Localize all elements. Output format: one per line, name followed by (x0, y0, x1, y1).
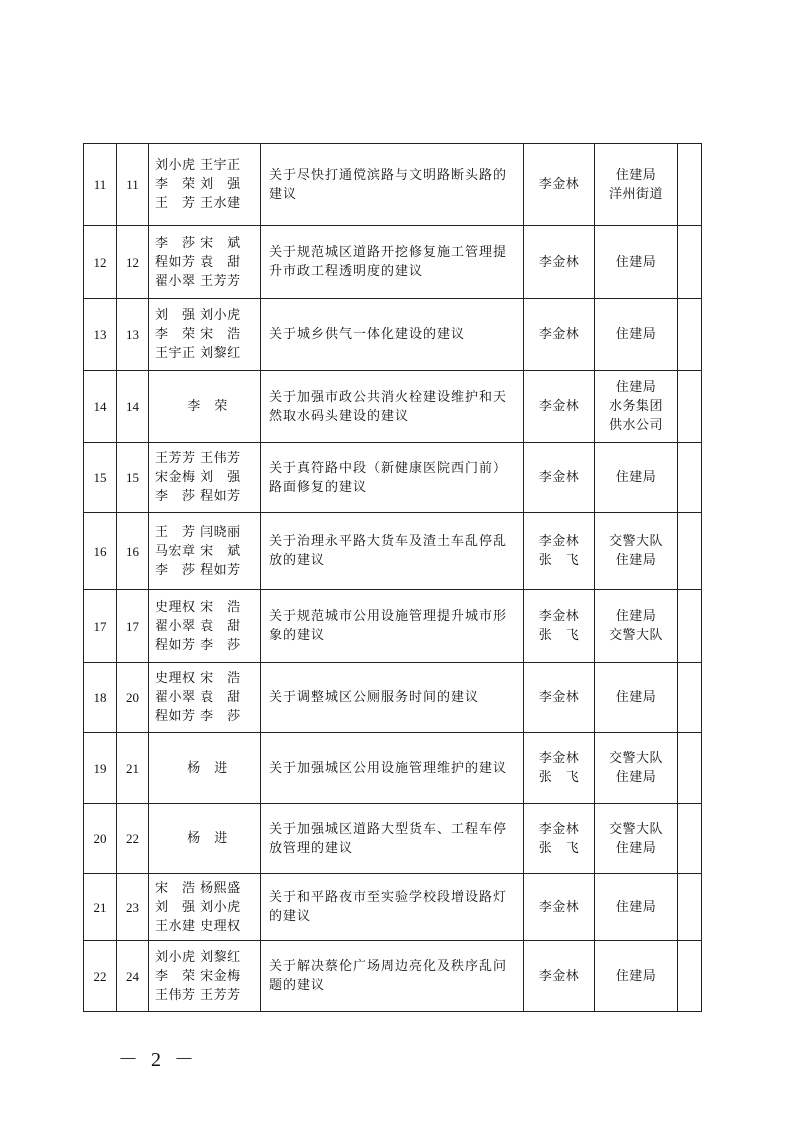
proposer-line: 程如芳 李 莎 (155, 709, 241, 724)
proposal-title-cell: 关于加强市政公共消火栓建设维护和天然取水码头建设的建议 (261, 371, 524, 443)
proposers-cell (149, 733, 261, 804)
proposer-line: 王宇正 刘黎红 (155, 346, 241, 361)
proposal-id-cell: 17 (117, 590, 149, 663)
proposer-line: 马宏章 宋 斌 (155, 543, 241, 559)
proposer-line: 刘 强 刘小虎 (155, 308, 241, 323)
proposal-id-cell: 24 (117, 941, 149, 1012)
row-number-cell: 14 (84, 371, 117, 443)
leader-name: 李金林 (538, 751, 580, 766)
proposers-cell (149, 299, 261, 371)
leader-cell (524, 299, 595, 371)
proposal-title-cell: 关于加强城区道路大型货车、工程车停放管理的建议 (261, 804, 524, 874)
proposal-id-cell: 16 (117, 513, 149, 590)
table-row (84, 941, 702, 1012)
department-cell (595, 804, 678, 874)
department-name: 交警大队 (608, 821, 663, 837)
department-name: 住建局 (615, 380, 657, 395)
row-number-cell: 17 (84, 590, 117, 663)
extra-cell (678, 663, 702, 733)
proposers-cell (149, 590, 261, 663)
department-cell (595, 663, 678, 733)
leader-name: 李金林 (538, 534, 580, 549)
table-row (84, 226, 702, 299)
proposal-id-cell: 14 (117, 371, 149, 443)
leader-name: 李金林 (538, 821, 580, 837)
department-name: 住建局 (615, 254, 657, 270)
department-name: 住建局 (615, 690, 657, 705)
leader-name: 李金林 (538, 254, 580, 270)
proposer-line: 李 荣 宋 浩 (155, 327, 241, 342)
proposal-id-cell: 15 (117, 443, 149, 513)
table-row (84, 590, 702, 663)
extra-cell (678, 299, 702, 371)
proposal-id-cell: 13 (117, 299, 149, 371)
leader-cell (524, 733, 595, 804)
extra-cell (678, 144, 702, 226)
department-cell (595, 443, 678, 513)
leader-cell (524, 443, 595, 513)
proposal-title-cell: 关于治理永平路大货车及渣土车乱停乱放的建议 (261, 513, 524, 590)
table-row (84, 371, 702, 443)
proposal-id-cell: 22 (117, 804, 149, 874)
proposer-line: 李 荣 (187, 399, 228, 414)
proposal-title-cell: 关于尽快打通傥滨路与文明路断头路的建议 (261, 144, 524, 226)
department-name: 住建局 (615, 899, 657, 915)
department-name: 住建局 (615, 968, 657, 984)
department-name: 交警大队 (608, 628, 663, 643)
proposers-cell (149, 443, 261, 513)
proposal-title-cell: 关于城乡供气一体化建设的建议 (261, 299, 524, 371)
department-name: 住建局 (615, 840, 657, 856)
row-number-cell: 19 (84, 733, 117, 804)
department-name: 住建局 (615, 470, 657, 485)
leader-cell (524, 874, 595, 941)
extra-cell (678, 804, 702, 874)
department-cell (595, 513, 678, 590)
proposal-table (83, 143, 702, 1012)
leader-name: 张 飞 (538, 553, 580, 568)
proposer-line: 王芳芳 王伟芳 (155, 451, 241, 466)
leader-name: 李金林 (538, 399, 580, 414)
proposal-title-cell: 关于调整城区公厕服务时间的建议 (261, 663, 524, 733)
row-number-cell: 21 (84, 874, 117, 941)
row-number-cell: 11 (84, 144, 117, 226)
proposers-cell (149, 804, 261, 874)
proposal-title-cell: 关于真符路中段（新健康医院西门前）路面修复的建议 (261, 443, 524, 513)
leader-cell (524, 144, 595, 226)
row-number-cell: 13 (84, 299, 117, 371)
extra-cell (678, 443, 702, 513)
extra-cell (678, 874, 702, 941)
table-row (84, 663, 702, 733)
proposer-line: 李 莎 宋 斌 (155, 235, 241, 251)
table-row (84, 733, 702, 804)
leader-name: 张 飞 (538, 840, 580, 856)
extra-cell (678, 590, 702, 663)
proposer-line: 宋 浩 杨熙盛 (155, 880, 241, 896)
proposal-id-cell: 12 (117, 226, 149, 299)
proposers-cell (149, 371, 261, 443)
proposer-line: 王 芳 王水建 (155, 196, 241, 211)
leader-name: 李金林 (538, 177, 580, 192)
proposer-line: 杨 进 (187, 760, 228, 776)
proposer-line: 宋金梅 刘 强 (155, 470, 241, 485)
department-name: 住建局 (615, 327, 657, 342)
proposal-id-cell: 11 (117, 144, 149, 226)
department-name: 水务集团 (608, 399, 663, 414)
proposer-line: 刘小虎 刘黎红 (155, 949, 241, 965)
leader-name: 李金林 (538, 690, 580, 705)
table-row (84, 804, 702, 874)
proposal-title-cell: 关于规范城市公用设施管理提升城市形象的建议 (261, 590, 524, 663)
proposer-line: 史理权 宋 浩 (155, 599, 241, 615)
department-cell (595, 144, 678, 226)
proposer-line: 王水建 史理权 (155, 918, 241, 934)
extra-cell (678, 941, 702, 1012)
proposer-line: 李 莎 程如芳 (155, 562, 241, 578)
row-number-cell: 22 (84, 941, 117, 1012)
table-row (84, 874, 702, 941)
proposers-cell (149, 144, 261, 226)
table-row (84, 443, 702, 513)
proposers-cell (149, 941, 261, 1012)
extra-cell (678, 513, 702, 590)
table-body (84, 144, 702, 1012)
extra-cell (678, 371, 702, 443)
leader-cell (524, 663, 595, 733)
department-cell (595, 941, 678, 1012)
extra-cell (678, 226, 702, 299)
proposer-line: 翟小翠 袁 甜 (155, 690, 241, 705)
leader-cell (524, 371, 595, 443)
proposers-cell (149, 226, 261, 299)
proposer-line: 李 荣 宋金梅 (155, 968, 241, 984)
department-name: 洋州街道 (608, 186, 663, 202)
leader-cell (524, 804, 595, 874)
proposal-title-cell: 关于和平路夜市至实验学校段增设路灯的建议 (261, 874, 524, 941)
department-cell (595, 371, 678, 443)
proposal-id-cell: 20 (117, 663, 149, 733)
department-name: 住建局 (615, 770, 657, 785)
proposal-id-cell: 21 (117, 733, 149, 804)
department-cell (595, 874, 678, 941)
department-name: 供水公司 (608, 418, 663, 433)
row-number-cell: 12 (84, 226, 117, 299)
leader-name: 李金林 (538, 899, 580, 915)
proposer-line: 李 荣 刘 强 (155, 177, 241, 192)
leader-name: 李金林 (538, 968, 580, 984)
proposal-id-cell: 23 (117, 874, 149, 941)
proposer-line: 程如芳 李 莎 (155, 637, 241, 653)
proposer-line: 史理权 宋 浩 (155, 671, 241, 686)
table-row (84, 513, 702, 590)
department-cell (595, 226, 678, 299)
leader-name: 张 飞 (538, 628, 580, 643)
proposer-line: 刘 强 刘小虎 (155, 899, 241, 915)
proposal-title-cell: 关于解决蔡伦广场周边亮化及秩序乱问题的建议 (261, 941, 524, 1012)
page-number: － 2 － (118, 1049, 198, 1071)
proposer-line: 翟小翠 王芳芳 (155, 273, 241, 289)
proposers-cell (149, 513, 261, 590)
proposer-line: 杨 进 (187, 831, 228, 846)
leader-name: 李金林 (538, 327, 580, 342)
table-row (84, 144, 702, 226)
row-number-cell: 20 (84, 804, 117, 874)
table-row (84, 299, 702, 371)
proposer-line: 王伟芳 王芳芳 (155, 987, 241, 1003)
proposer-line: 刘小虎 王宇正 (155, 158, 241, 173)
department-cell (595, 590, 678, 663)
leader-name: 李金林 (538, 609, 580, 624)
proposer-line: 程如芳 袁 甜 (155, 254, 241, 270)
leader-cell (524, 941, 595, 1012)
leader-cell (524, 590, 595, 663)
proposer-line: 王 芳 闫晓丽 (155, 524, 241, 540)
department-name: 交警大队 (608, 751, 663, 766)
department-name: 住建局 (615, 167, 657, 183)
leader-cell (524, 513, 595, 590)
department-cell (595, 299, 678, 371)
proposer-line: 李 莎 程如芳 (155, 489, 241, 504)
department-name: 交警大队 (608, 534, 663, 549)
extra-cell (678, 733, 702, 804)
leader-name: 李金林 (538, 470, 580, 485)
proposers-cell (149, 874, 261, 941)
row-number-cell: 15 (84, 443, 117, 513)
proposal-title-cell: 关于规范城区道路开挖修复施工管理提升市政工程透明度的建议 (261, 226, 524, 299)
row-number-cell: 16 (84, 513, 117, 590)
proposers-cell (149, 663, 261, 733)
leader-cell (524, 226, 595, 299)
department-name: 住建局 (615, 609, 657, 624)
proposal-title-cell: 关于加强城区公用设施管理维护的建议 (261, 733, 524, 804)
row-number-cell: 18 (84, 663, 117, 733)
leader-name: 张 飞 (538, 770, 580, 785)
proposer-line: 翟小翠 袁 甜 (155, 618, 241, 634)
department-cell (595, 733, 678, 804)
department-name: 住建局 (615, 553, 657, 568)
